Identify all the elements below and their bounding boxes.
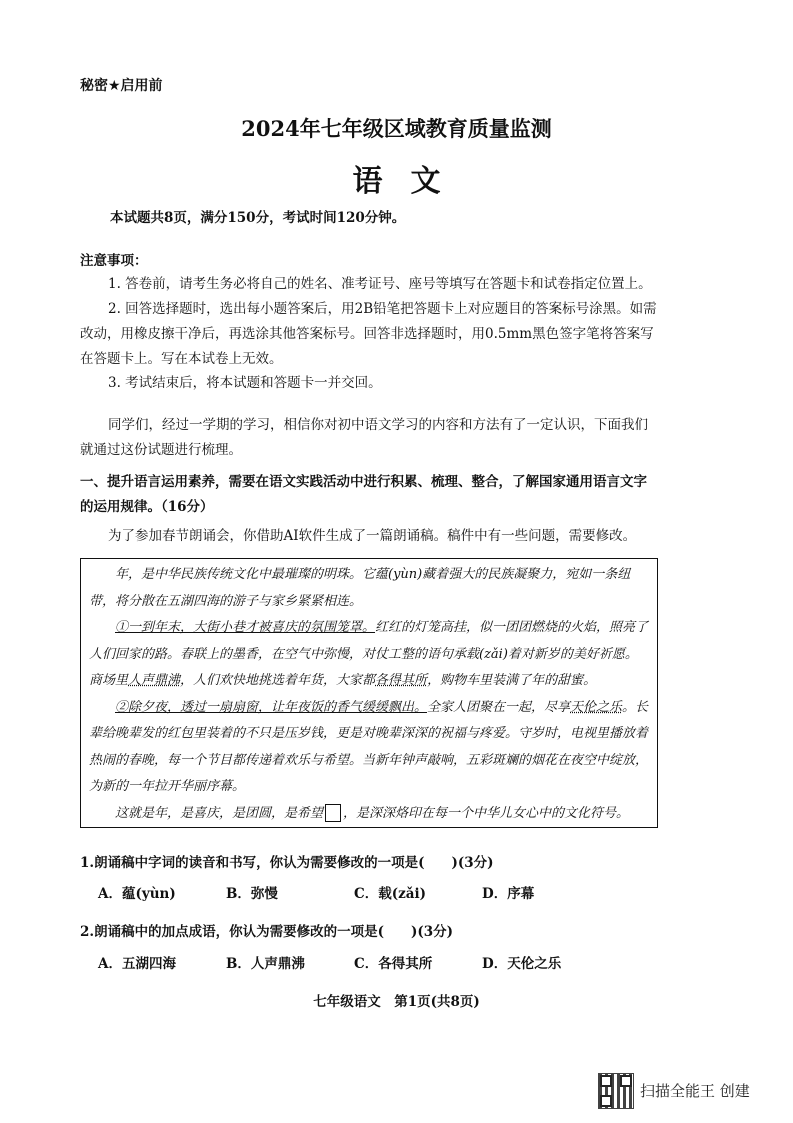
idiom-tianlunzhile: 天伦之乐 <box>570 699 623 715</box>
passage-text: ，是深深烙印在每一个中华儿女心中的文化符号。 <box>343 805 630 821</box>
passage-text: 。长辈给晚辈发的红包里装着的不只是压岁钱，更是对晚辈深深的祝福与疼爱。守岁时，电视里播放着热闹的春晚，每一个节目都传递着欢乐与希望。当新年钟声敲响，五彩斑斓的烟花在夜空中绽放，为新的一年拉开华丽序幕。 <box>89 699 649 794</box>
section-heading: 一、提升语言运用素养，需要在语文实践活动中进行积累、梳理、整合，了解国家通用语言文字的运用规律。（16分） <box>80 474 647 515</box>
passage-box <box>80 558 658 828</box>
note-item-1: 1. 答卷前，请考生务必将自己的姓名、准考证号、座号等填写在答题卡和试卷指定位置上。 <box>108 276 652 292</box>
page-footer: 七年级语文 第1页(共8页) <box>313 994 480 1010</box>
underlined-sentence-2: ②除夕夜，透过一扇扇窗，让年夜饭的香气缓缓飘出。 <box>115 699 428 715</box>
punctuation-blank-box <box>325 804 341 822</box>
question-2-options <box>98 952 618 972</box>
question-1-options <box>98 882 618 902</box>
q1-option-a: A．蕴(yùn) <box>98 886 176 902</box>
q1-option-c: C．载(zǎi) <box>354 886 427 902</box>
note-item-2: 2. 回答选择题时，选出每小题答案后，用2B铅笔把答题卡上对应题目的答案标号涂黑。如需改动，用橡皮擦干净后，再选涂其他答案标号。回答非选择题时，用0.5mm黑色签字笔将答案写在答题卡上。写在本试卷上无效。 <box>80 301 657 367</box>
idiom-renshengdingfei: 人声鼎沸 <box>128 673 181 688</box>
note-item-3: 3. 考试结束后，将本试题和答题卡一并交回。 <box>108 375 382 391</box>
q1-option-d: D．序幕 <box>482 886 535 902</box>
q2-option-a: A．五湖四海 <box>98 956 176 972</box>
passage-text: ，购物车里装满了年的甜蜜。 <box>427 673 597 688</box>
passage-paragraph-4 <box>89 801 649 828</box>
q2-option-c: C．各得其所 <box>354 956 433 972</box>
qr-code-icon <box>598 1073 634 1109</box>
confidential-label: 秘密★启用前 <box>80 78 163 94</box>
section-lead: 为了参加春节朗诵会，你借助AI软件生成了一篇朗诵稿。稿件中有一些问题，需要修改。 <box>108 528 637 544</box>
exam-intro: 本试题共8页，满分150分，考试时间120分钟。 <box>110 210 406 226</box>
underlined-sentence-1: ①一到年末，大街小巷才被喜庆的氛围笼罩。 <box>115 620 376 635</box>
exam-title: 2024年七年级区域教育质量监测 <box>241 116 552 141</box>
passage-text: 红红的灯笼高挂，似一团团燃烧的火焰，照亮了人们回家的路。春联上的墨香，在空气中弥慢，对仗工整的语句承载(zǎi)着对新岁的美好祈愿。商场里 <box>89 620 649 688</box>
preface-text: 同学们，经过一学期的学习，相信你对初中语文学习的内容和方法有了一定认识，下面我们就通过这份试题进行梳理。 <box>80 417 648 458</box>
q1-option-b: B．弥慢 <box>226 886 278 902</box>
q2-option-b: B．人声鼎沸 <box>226 956 305 972</box>
subject-title: 语文 <box>352 164 469 199</box>
q2-option-d: D．天伦之乐 <box>482 956 562 972</box>
notes-title: 注意事项： <box>80 253 148 269</box>
passage-paragraph-3 <box>89 695 649 801</box>
passage-text: ，人们欢快地挑选着年货，大家都 <box>180 673 376 688</box>
passage-text: 这就是年，是喜庆，是团圆，是希望 <box>115 805 324 821</box>
idiom-gedeqisuo: 各得其所 <box>375 673 428 688</box>
scanner-watermark: 扫描全能王 创建 <box>640 1082 750 1100</box>
passage-paragraph-2 <box>89 615 649 695</box>
question-1-stem: 1.朗诵稿中字词的读音和书写，你认为需要修改的一项是( )(3分) <box>80 855 494 871</box>
question-2-stem: 2.朗诵稿中的加点成语，你认为需要修改的一项是( )(3分) <box>80 924 454 940</box>
passage-text: 全家人团聚在一起，尽享 <box>427 699 571 715</box>
passage-paragraph-1: 年，是中华民族传统文化中最璀璨的明珠。它蕴(yùn)藏着强大的民族凝聚力，宛如一条纽带，将分散在五湖四海的游子与家乡紧紧相连。 <box>89 567 631 609</box>
